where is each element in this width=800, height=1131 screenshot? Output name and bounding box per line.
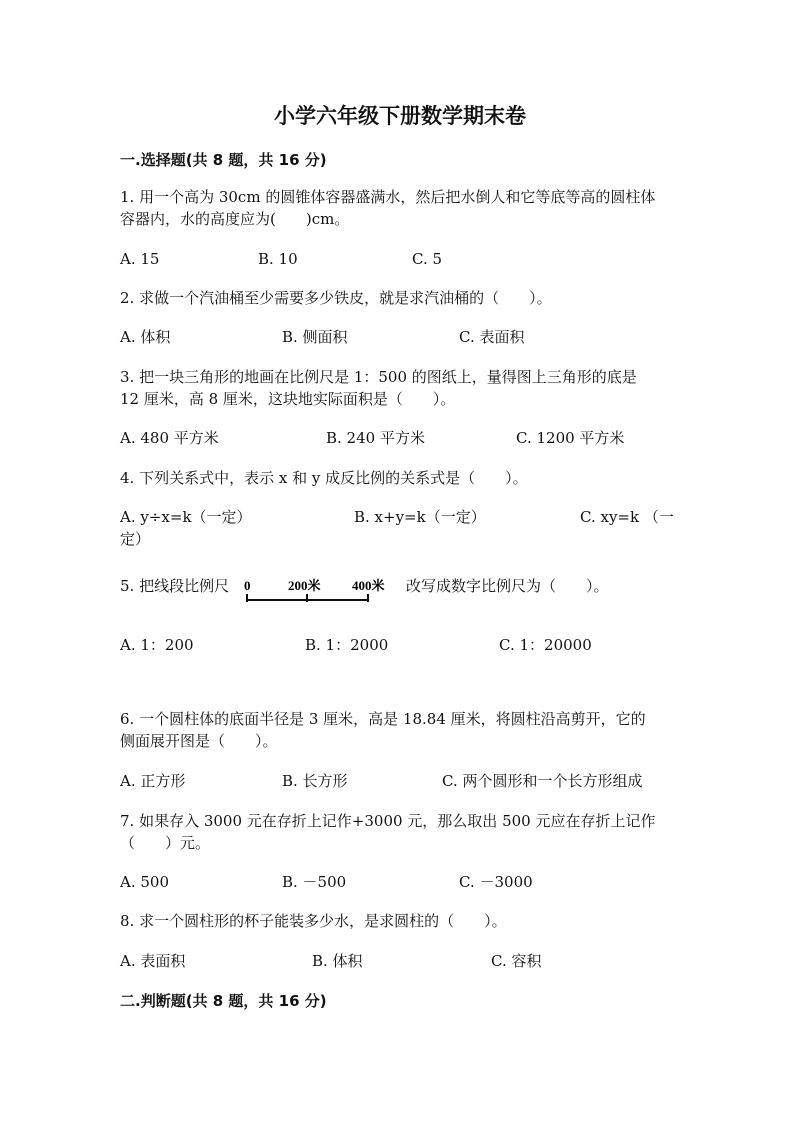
- question-4-option-a: A. y÷x=k（一定）: [120, 508, 252, 526]
- question-1-option-a: A. 15: [120, 250, 160, 268]
- section-heading-choice: 一.选择题(共 8 题，共 16 分): [120, 151, 327, 169]
- question-5-option-c: C. 1：20000: [499, 636, 592, 654]
- question-7-option-c: C. －3000: [459, 873, 533, 891]
- question-5-option-b: B. 1：2000: [305, 636, 389, 654]
- question-3-option-b: B. 240 平方米: [326, 429, 425, 447]
- question-3-option-a: A. 480 平方米: [120, 429, 219, 447]
- section-heading-judgement: 二.判断题(共 8 题，共 16 分): [120, 992, 327, 1010]
- question-6-option-a: A. 正方形: [120, 772, 186, 790]
- question-2-line-1: 2. 求做一个汽油桶至少需要多少铁皮，就是求汽油桶的（ ）。: [120, 289, 552, 307]
- question-1-option-b: B. 10: [258, 250, 298, 268]
- question-3-option-c: C. 1200 平方米: [516, 429, 625, 447]
- question-4-line-1: 4. 下列关系式中，表示 x 和 y 成反比例的关系式是（ ）。: [120, 469, 528, 487]
- question-6-line-2: 侧面展开图是（ ）。: [120, 732, 278, 750]
- question-7-option-b: B. －500: [282, 873, 347, 891]
- line-segment-scale: [240, 576, 390, 608]
- question-4-option-c: C. xy=k （一: [580, 508, 674, 526]
- question-7-line-2: （ ）元。: [120, 834, 211, 852]
- question-6-option-c: C. 两个圆形和一个长方形组成: [442, 772, 643, 790]
- question-4-option-c-wrap: 定）: [120, 530, 151, 548]
- question-8-line-1: 8. 求一个圆柱形的杯子能装多少水，是求圆柱的（ ）。: [120, 912, 507, 930]
- question-8-option-b: B. 体积: [312, 952, 363, 970]
- question-3-line-1: 3. 把一块三角形的地画在比例尺是 1：500 的图纸上，量得图上三角形的底是: [120, 368, 637, 386]
- question-5-line-1: 5. 把线段比例尺: [120, 577, 230, 595]
- question-2-option-c: C. 表面积: [459, 328, 525, 346]
- scale-label-200: 200米: [288, 578, 321, 593]
- question-2-option-b: B. 侧面积: [282, 328, 348, 346]
- question-8-option-a: A. 表面积: [120, 952, 186, 970]
- question-3-line-2: 12 厘米，高 8 厘米，这块地实际面积是（ ）。: [120, 390, 456, 408]
- question-5-line-2: 改写成数字比例尺为（ ）。: [406, 577, 609, 595]
- question-5-option-a: A. 1：200: [120, 636, 194, 654]
- scale-label-0: 0: [244, 578, 251, 593]
- question-1-line-1: 1. 用一个高为 30cm 的圆锥体容器盛满水，然后把水倒人和它等底等高的圆柱体: [120, 188, 656, 206]
- question-7-line-1: 7. 如果存入 3000 元在存折上记作+3000 元，那么取出 500 元应在存折上记作: [120, 812, 656, 830]
- question-6-line-1: 6. 一个圆柱体的底面半径是 3 厘米，高是 18.84 厘米，将圆柱沿高剪开，它的: [120, 710, 646, 728]
- question-1-option-c: C. 5: [412, 250, 443, 268]
- question-2-option-a: A. 体积: [120, 328, 171, 346]
- question-1-line-2: 容器内，水的高度应为( )cm。: [120, 210, 350, 228]
- question-6-option-b: B. 长方形: [282, 772, 348, 790]
- question-8-option-c: C. 容积: [491, 952, 542, 970]
- page-title: 小学六年级下册数学期末卷: [274, 103, 526, 128]
- question-7-option-a: A. 500: [120, 873, 169, 891]
- question-4-option-b: B. x+y=k（一定）: [354, 508, 486, 526]
- scale-label-400: 400米: [352, 578, 385, 593]
